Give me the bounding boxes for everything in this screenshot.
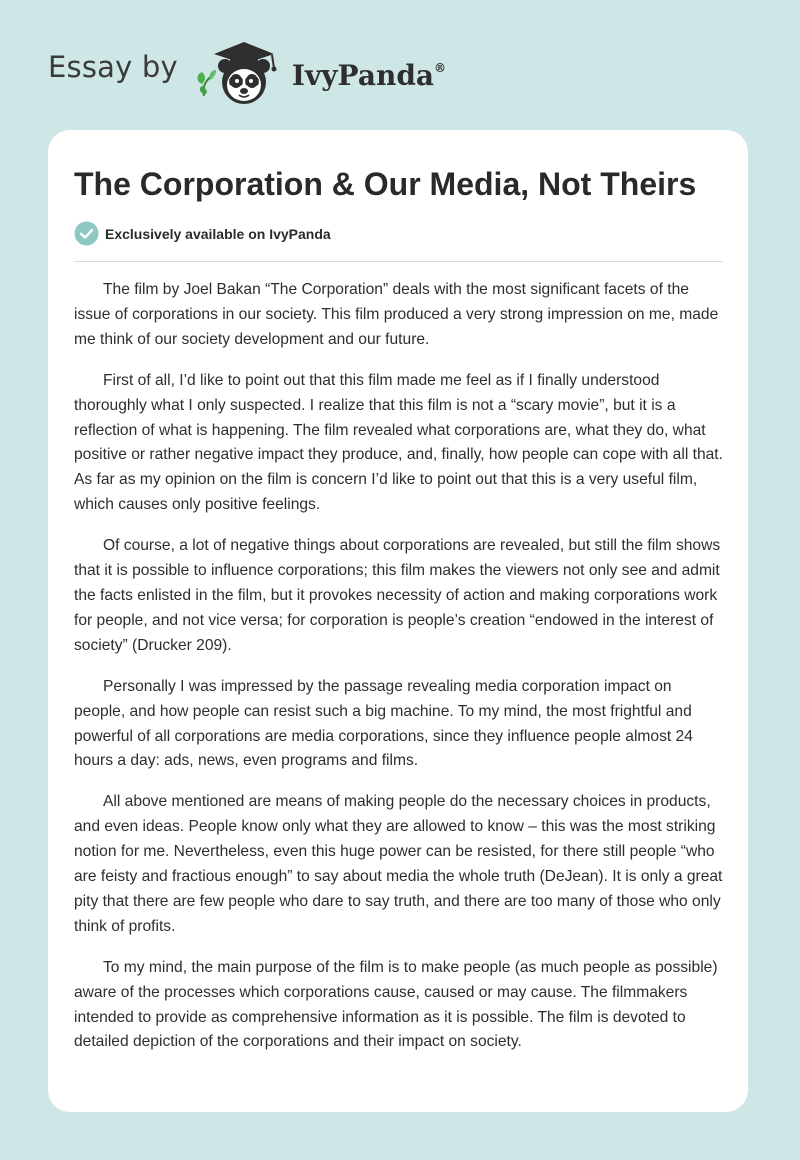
- brand-name[interactable]: [292, 59, 446, 92]
- essay-by-label: Essay by: [48, 50, 178, 84]
- essay-card: [48, 130, 748, 1112]
- panda-graduate-icon[interactable]: [192, 36, 288, 108]
- essay-paragraph: The film by Joel Bakan “The Corporation” deals with the most significant facets of the issue of corporations in our society. This film produced a very strong impression on me, made me think of our society development and our future.: [74, 281, 719, 348]
- essay-paragraph: All above mentioned are means of making people do the necessary choices in products, and even ideas. People know only what they are allowed to know – this was the most striking notion for me. Nevertheless, even this huge power can be resisted, for there still people “who are feisty and fractious enough” to say about media the whole truth (DeJean). It is only a great pity that there are few people who dare to say truth, and there are too many of those who only think of profits.: [74, 793, 723, 935]
- exclusive-badge: [74, 221, 331, 246]
- registered-mark: ®: [434, 61, 447, 76]
- check-circle-icon: [74, 221, 99, 246]
- essay-title: The Corporation & Our Media, Not Theirs: [74, 166, 697, 202]
- brand-name-text: IvyPanda: [291, 58, 435, 92]
- essay-body: [74, 278, 724, 1071]
- exclusive-badge-label: Exclusively available on IvyPanda: [105, 225, 331, 242]
- essay-paragraph: Of course, a lot of negative things about corporations are revealed, but still the film shows that it is possible to influence corporations; this film makes the viewers not only see and admit the facts enlisted in the film, but it provokes necessity of action and making corporations work for people, and not vice versa; for corporation is people’s creation “endowed in the interest of society” (Drucker 209).: [74, 537, 721, 654]
- site-header: [48, 36, 446, 108]
- essay-paragraph: Personally I was impressed by the passage revealing media corporation impact on people, and how people can resist such a big machine. To my mind, the most frightful and powerful of all corporations are media corporations, since they influence people almost 24 hours a day: ads, news, even programs and films.: [74, 677, 693, 770]
- essay-paragraph: First of all, I’d like to point out that this film made me feel as if I finally understood thoroughly what I only suspected. I realize that this film is not a “scary movie”, but it is a reflection of what is happening. The film revealed what corporations are, what they do, what positive or rather negative impact they produce, and, finally, how people can cope with all that. As far as my opinion on the film is concern I’d like to point out that this is a very useful film, which causes only positive feelings.: [74, 371, 723, 514]
- title-divider: [74, 261, 723, 262]
- essay-paragraph: To my mind, the main purpose of the film is to make people (as much people as possible) aware of the processes which corporations cause, caused or may cause. The filmmakers intended to provide as comprehensive information as it is possible. The film is devoted to detailed depiction of the corporations and their impact on society.: [74, 958, 718, 1051]
